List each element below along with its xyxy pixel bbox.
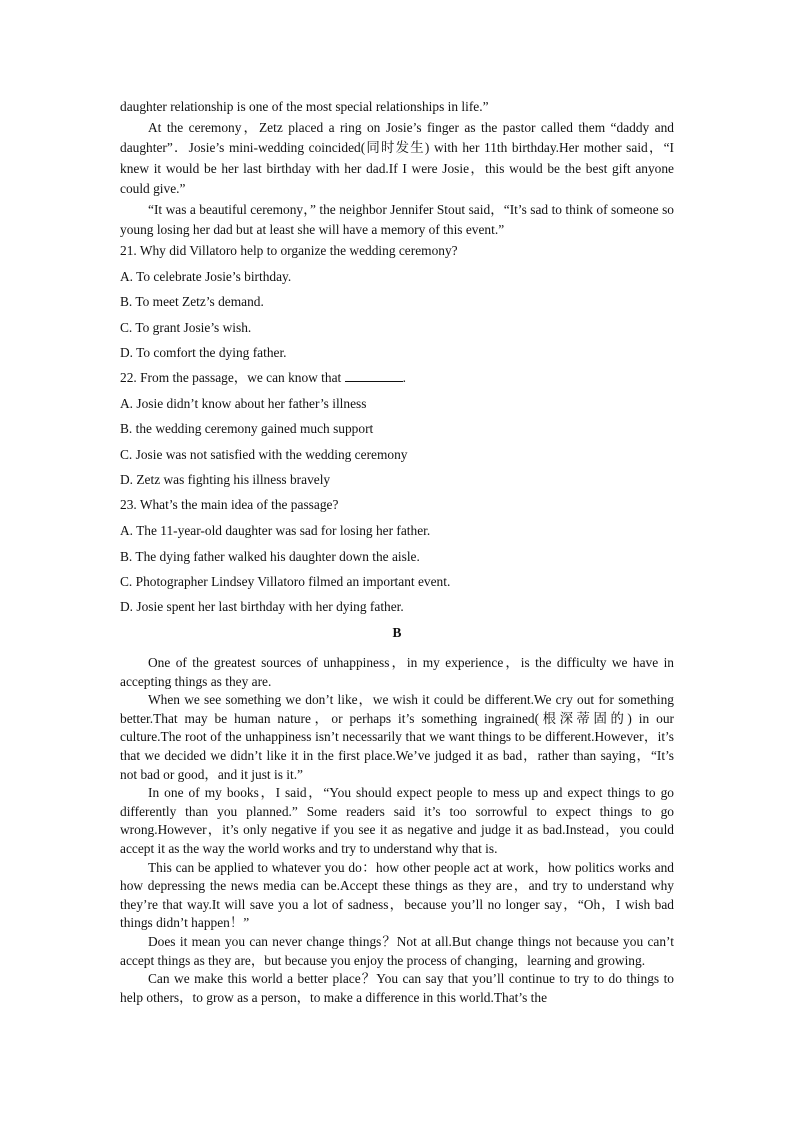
- section-b-paragraph-2: When we see something we don’t like，we wish it could be different.We cry out for something better.That may be human nature，or perhaps it’s something ingrained(根深蒂固的) in our culture.The root of the unhappiness isn’t necessarily that we want things to be different.However，it’s that we decided we didn’t like it in the first place.We’ve judged it as bad，rather than saying，“It’s not bad or good，and it just is it.”: [120, 692, 674, 782]
- section-b-paragraph-1: One of the greatest sources of unhappiness，in my experience，is the difficulty we have in accepting things as they are.: [120, 655, 674, 689]
- question-option: C. Photographer Lindsey Villatoro filmed an important event.: [120, 573, 451, 589]
- question-stem: 21. Why did Villatoro help to organize the wedding ceremony?: [120, 243, 458, 258]
- question-option: D. To comfort the dying father.: [120, 344, 287, 360]
- question-option: B. the wedding ceremony gained much support: [120, 421, 374, 437]
- questions: [120, 241, 674, 623]
- question-stem: [120, 368, 674, 394]
- section-heading: B: [392, 625, 402, 640]
- question-stem-text: 22. From the passage，we can know that: [120, 370, 342, 386]
- passage-a-paragraph-2: At the ceremony，Zetz placed a ring on Josie’s finger as the pastor called them “daddy and daughter”．Josie’s mini-wedding coincided(同时发生) with her 11th birthday.Her mother said，“I knew it would be her last birthday with her dad.If I were Josie，this would be the best gift anyone could give.”: [120, 119, 674, 196]
- question-stem: 23. What’s the main idea of the passage?: [120, 497, 339, 513]
- question-option: C. Josie was not satisfied with the wedding ceremony: [120, 446, 408, 462]
- question-stem-end: .: [402, 370, 406, 386]
- question-22: [120, 368, 674, 495]
- passage-a-paragraph-1: daughter relationship is one of the most special relationships in life.”: [120, 99, 489, 114]
- question-option: A. The 11-year-old daughter was sad for losing her father.: [120, 523, 431, 539]
- section-b: [120, 623, 674, 1007]
- section-b-paragraph-6: Can we make this world a better place？You can say that you’ll continue to try to do things to help others，to grow as a person，to make a difference in this world.That’s the: [120, 971, 674, 1005]
- question-option: D. Josie spent her last birthday with her dying father.: [120, 599, 404, 615]
- question-option: B. The dying father walked his daughter down the aisle.: [120, 548, 420, 564]
- section-b-paragraph-4: This can be applied to whatever you do：how other people act at work，how politics works and how depressing the news media can be.Accept these things as they are，and try to understand why they’re that way.It will save you a lot of sadness，because you’ll no longer say，“Oh，I wish bad things didn’t happen！”: [120, 859, 674, 931]
- section-b-paragraph-5: Does it mean you can never change things？Not at all.But change things not because you can’t accept things as they are，but because you enjoy the process of changing，learning and growing.: [120, 933, 674, 968]
- passage-a-paragraph-3: “It was a beautiful ceremony，” the neighbor Jennifer Stout said，“It’s sad to think of someone so young losing her dad but at least she will have a memory of this event.”: [120, 201, 674, 237]
- section-b-paragraph-3: In one of my books，I said，“You should expect people to mess up and expect things to go differently than you planned.” Some readers said it’s too sorrowful to expect things to go wrong.However，it’s only negative if you see it as negative and judge it as bad.Instead，you could accept it as the way the world works and try to understand why that is.: [120, 785, 674, 856]
- question-23: [120, 495, 674, 622]
- passage-a: [120, 97, 674, 241]
- question-option: A. To celebrate Josie’s birthday.: [120, 269, 292, 284]
- question-21: [120, 241, 674, 368]
- question-option: B. To meet Zetz’s demand.: [120, 294, 264, 310]
- question-option: D. Zetz was fighting his illness bravely: [120, 472, 331, 488]
- answer-blank: [345, 369, 403, 382]
- question-option: A. Josie didn’t know about her father’s illness: [120, 396, 367, 412]
- question-option: C. To grant Josie’s wish.: [120, 319, 252, 335]
